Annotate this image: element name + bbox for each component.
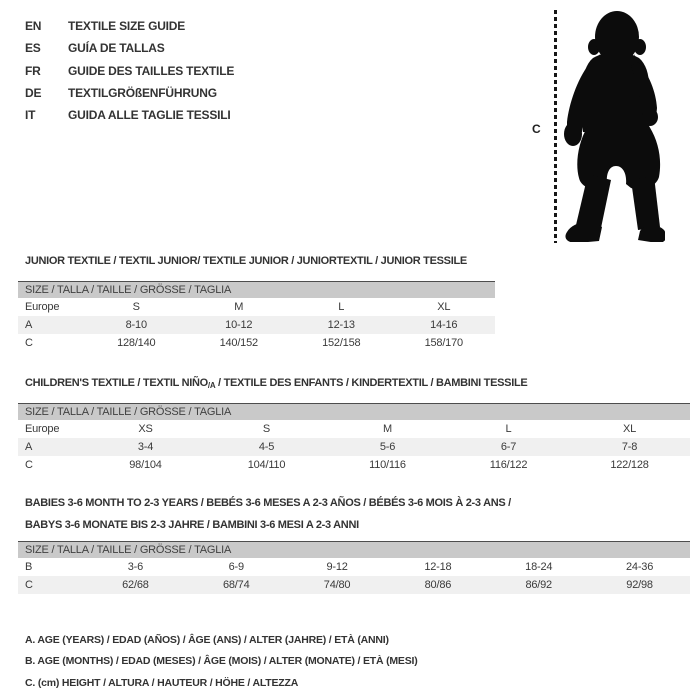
table-cell: 152/158 <box>322 337 361 349</box>
legend-note-b: B. AGE (MONTHS) / EDAD (MESES) / ÂGE (MOIS) / ALTER (MONATE) / ETÀ (MESI) <box>25 655 418 668</box>
language-code: EN <box>25 19 42 34</box>
size-header-text: SIZE / TALLA / TAILLE / GRÖSSE / TAGLIA <box>25 544 232 556</box>
table-cell: 122/128 <box>610 459 649 471</box>
table-cell: 12-18 <box>424 561 452 573</box>
table-cell: 74/80 <box>323 579 351 591</box>
table-cell: 128/140 <box>117 337 156 349</box>
toddler-silhouette-icon <box>561 6 665 242</box>
table-cell: 6-7 <box>500 441 517 453</box>
table-cell: 24-36 <box>625 561 654 573</box>
table-cell: 62/68 <box>122 579 149 591</box>
table-cell: 80/86 <box>424 579 452 591</box>
table-cell: M <box>383 423 392 435</box>
table-cell: 12-13 <box>327 319 355 331</box>
section-title-subscript: /A <box>207 381 216 390</box>
legend-notes <box>25 630 418 694</box>
table-row-europe <box>18 420 690 438</box>
table-cell: 18-24 <box>525 561 553 573</box>
table-cell: 92/98 <box>626 579 653 591</box>
section-title-text: JUNIOR TEXTILE / TEXTIL JUNIOR/ TEXTILE JUNIOR / JUNIORTEXTIL / JUNIOR TESSILE <box>25 255 467 267</box>
language-code: ES <box>25 41 41 56</box>
junior-size-table <box>18 281 495 352</box>
table-cell: 98/104 <box>129 459 162 471</box>
table-cell: 158/170 <box>424 337 463 349</box>
table-cell: XL <box>622 423 637 435</box>
table-cell: 7-8 <box>621 441 638 453</box>
table-cell: 8-10 <box>125 319 147 331</box>
language-code: DE <box>25 86 42 101</box>
row-label: C <box>25 337 33 349</box>
table-cell: 68/74 <box>222 579 250 591</box>
table-cell: 116/122 <box>489 459 528 471</box>
row-label: C <box>25 579 33 591</box>
section-title-line2: BABYS 3-6 MONATE BIS 2-3 JAHRE / BAMBINI 3-6 MESI A 2-3 ANNI <box>25 518 359 531</box>
table-cell: S <box>132 301 140 313</box>
language-title: GUIDE DES TAILLES TEXTILE <box>68 63 235 78</box>
legend-note-c: C. (cm) HEIGHT / ALTURA / HAUTEUR / HÖHE / ALTEZZA <box>25 676 299 689</box>
table-cell: 3-4 <box>137 441 154 453</box>
table-cell: 14-16 <box>430 319 458 331</box>
babies-size-table <box>18 541 690 594</box>
height-measure-dashed-line <box>554 10 557 243</box>
row-label: B <box>25 561 33 573</box>
language-row-en <box>25 15 234 37</box>
language-row-fr <box>25 60 234 82</box>
language-row-it <box>25 104 234 126</box>
table-cell: 104/110 <box>247 459 286 471</box>
table-cell: 86/92 <box>525 579 552 591</box>
table-cell: XS <box>138 423 153 435</box>
table-cell: L <box>505 423 512 435</box>
table-row-age-years <box>18 316 495 334</box>
legend-note-a: A. AGE (YEARS) / EDAD (AÑOS) / ÂGE (ANS) / ALTER (JAHRE) / ETÀ (ANNI) <box>25 634 389 646</box>
table-row-age-years <box>18 438 690 456</box>
section-title-text: / TEXTILE DES ENFANTS / KINDERTEXTIL / BAMBINI TESSILE <box>215 377 528 389</box>
table-cell: 3-6 <box>127 561 144 573</box>
height-measure-label: C <box>532 122 541 136</box>
row-label: C <box>25 459 33 471</box>
table-cell: 6-9 <box>228 561 244 573</box>
table-row-height <box>18 334 495 352</box>
size-header-bar <box>18 403 690 420</box>
table-row-europe <box>18 298 495 316</box>
table-cell: L <box>338 301 345 313</box>
language-row-es <box>25 37 234 59</box>
language-row-de <box>25 82 234 104</box>
size-header-text: SIZE / TALLA / TAILLE / GRÖSSE / TAGLIA <box>25 284 232 296</box>
language-title-list <box>25 15 234 126</box>
table-cell: 9-12 <box>326 561 348 573</box>
table-cell: S <box>262 423 271 435</box>
children-size-table <box>18 403 690 474</box>
size-header-bar <box>18 541 690 558</box>
row-label: A <box>25 319 33 331</box>
section-title-text: CHILDREN'S TEXTILE / TEXTIL NIÑO <box>25 377 208 389</box>
section-title-line1: BABIES 3-6 MONTH TO 2-3 YEARS / BEBÉS 3-6 MESES A 2-3 AÑOS / BÉBÉS 3-6 MOIS À 2-3 ANS / <box>25 497 511 509</box>
language-code: IT <box>25 108 36 123</box>
language-title: TEXTILGRÖßENFÜHRUNG <box>68 86 217 101</box>
table-row-age-months <box>18 558 690 576</box>
row-label: A <box>25 441 33 453</box>
table-cell: 110/116 <box>369 459 406 471</box>
table-cell: 4-5 <box>258 441 275 453</box>
table-row-height <box>18 576 690 594</box>
table-cell: XL <box>437 301 451 313</box>
size-header-bar <box>18 281 495 298</box>
section-title-junior <box>25 251 467 273</box>
language-title: GUÍA DE TALLAS <box>68 41 165 56</box>
table-cell: M <box>234 301 244 313</box>
row-label: Europe <box>25 423 60 435</box>
table-row-height <box>18 456 690 474</box>
section-title-babies <box>25 493 511 536</box>
size-header-text: SIZE / TALLA / TAILLE / GRÖSSE / TAGLIA <box>25 406 232 418</box>
language-title: TEXTILE SIZE GUIDE <box>68 19 186 34</box>
section-title-children <box>25 373 527 397</box>
language-title: GUIDA ALLE TAGLIE TESSILI <box>68 108 231 123</box>
row-label: Europe <box>25 301 60 313</box>
language-code: FR <box>25 63 41 78</box>
table-cell: 5-6 <box>379 441 396 453</box>
table-cell: 140/152 <box>219 337 258 349</box>
table-cell: 10-12 <box>225 319 253 331</box>
